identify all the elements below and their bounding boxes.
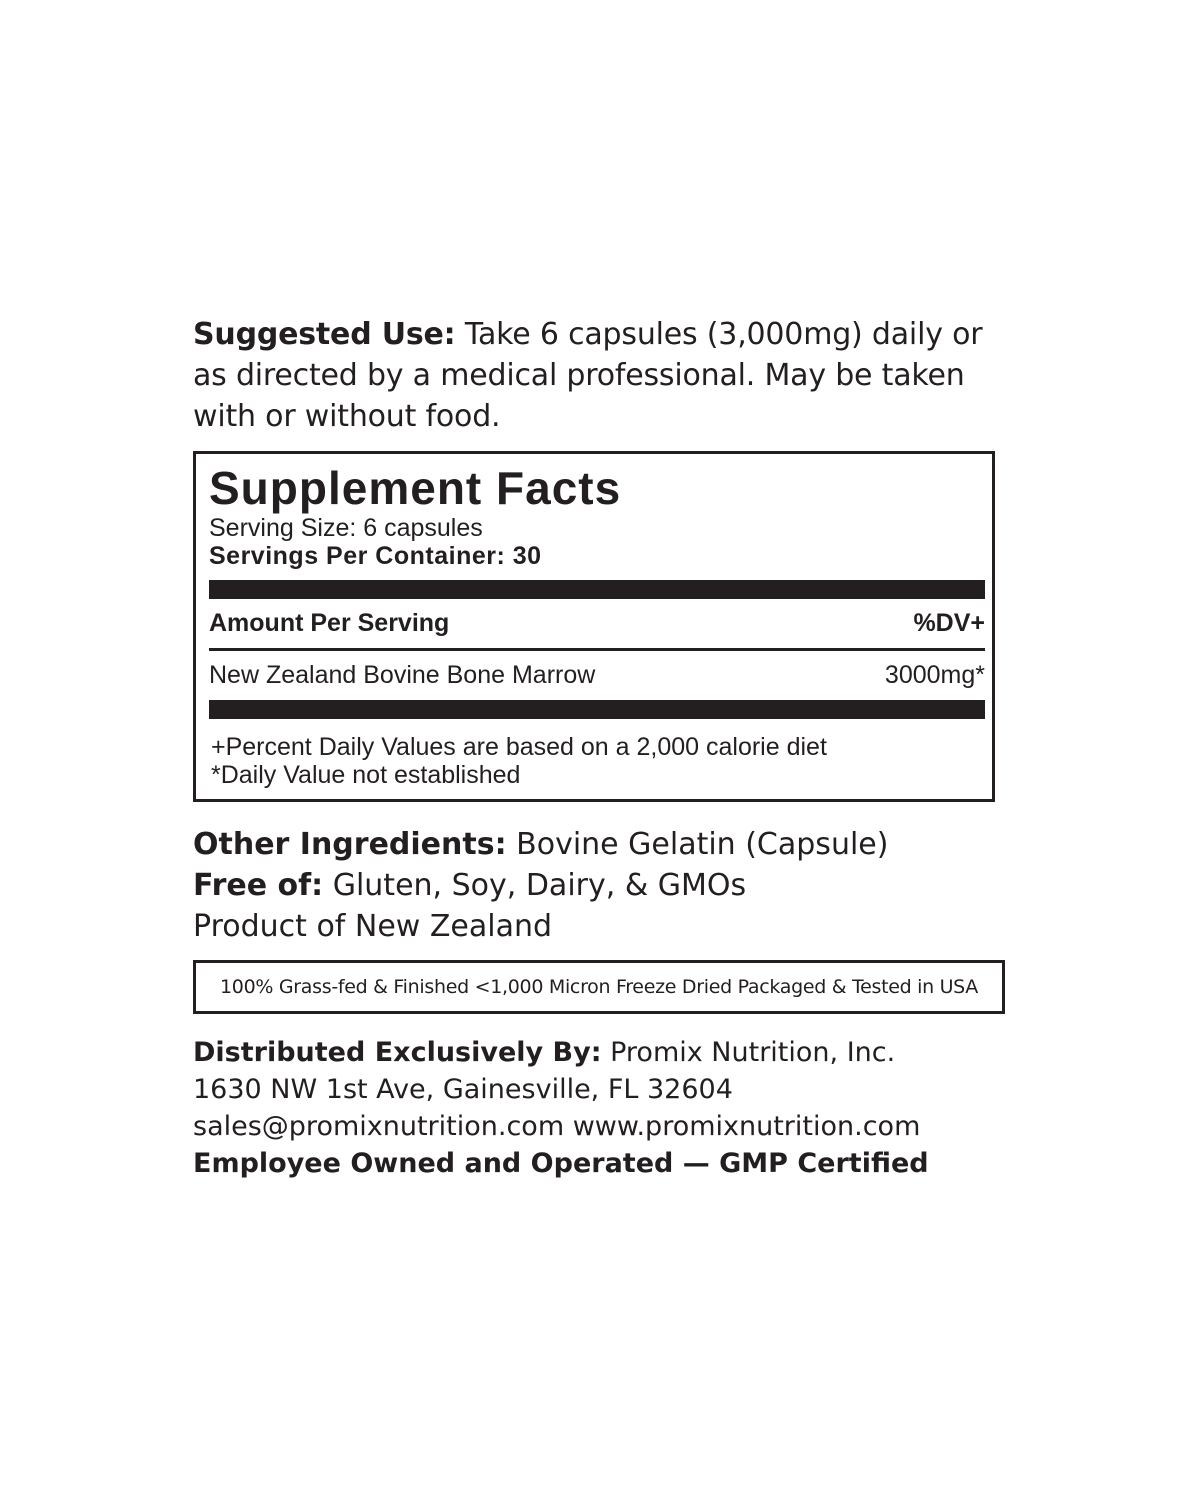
servings-per-container: Servings Per Container: 30 xyxy=(209,542,542,570)
footnote-dv: +Percent Daily Values are based on a 2,000 calorie diet xyxy=(211,733,827,761)
dv-label: %DV+ xyxy=(913,609,985,637)
amount-header-row xyxy=(209,608,985,638)
distributor-line xyxy=(193,1034,1013,1071)
footnote-not-established: *Daily Value not established xyxy=(211,761,521,789)
distributor-name: Promix Nutrition, Inc. xyxy=(601,1037,896,1068)
amount-per-serving-label: Amount Per Serving xyxy=(209,609,450,637)
serving-size: Serving Size: 6 capsules xyxy=(209,514,483,542)
distributor-label: Distributed Exclusively By: xyxy=(193,1037,602,1068)
supplement-facts-title: Supplement Facts xyxy=(209,462,622,514)
free-of-label: Free of: xyxy=(193,868,324,903)
suggested-use xyxy=(193,314,1013,437)
other-ingredients xyxy=(193,824,1013,865)
footnotes xyxy=(211,733,827,789)
supplement-facts-panel xyxy=(193,451,995,802)
distributor-contact: sales@promixnutrition.com www.promixnutrition.com xyxy=(193,1111,921,1142)
distributor-tagline: Employee Owned and Operated — GMP Certified xyxy=(193,1148,929,1179)
suggested-use-text: Take 6 capsules (3,000mg) daily or as directed by a medical professional. May be taken with or without food. xyxy=(193,317,983,434)
other-info xyxy=(193,824,1013,947)
thick-divider-bottom xyxy=(209,700,985,719)
ingredient-amount: 3000mg* xyxy=(884,661,985,689)
distributor-info xyxy=(193,1034,1013,1182)
other-ingredients-label: Other Ingredients: xyxy=(193,827,507,862)
other-ingredients-value: Bovine Gelatin (Capsule) xyxy=(506,827,889,862)
claims-box: 100% Grass-fed & Finished <1,000 Micron Freeze Dried Packaged & Tested in USA xyxy=(193,960,1005,1014)
thin-divider xyxy=(209,648,985,651)
ingredient-row xyxy=(209,660,985,690)
free-of xyxy=(193,865,1013,906)
free-of-value: Gluten, Soy, Dairy, & GMOs xyxy=(323,868,747,903)
thick-divider-top xyxy=(209,580,985,599)
suggested-use-label: Suggested Use: xyxy=(193,317,456,352)
product-origin: Product of New Zealand xyxy=(193,909,553,944)
ingredient-name: New Zealand Bovine Bone Marrow xyxy=(209,661,596,689)
distributor-address: 1630 NW 1st Ave, Gainesville, FL 32604 xyxy=(193,1074,733,1105)
